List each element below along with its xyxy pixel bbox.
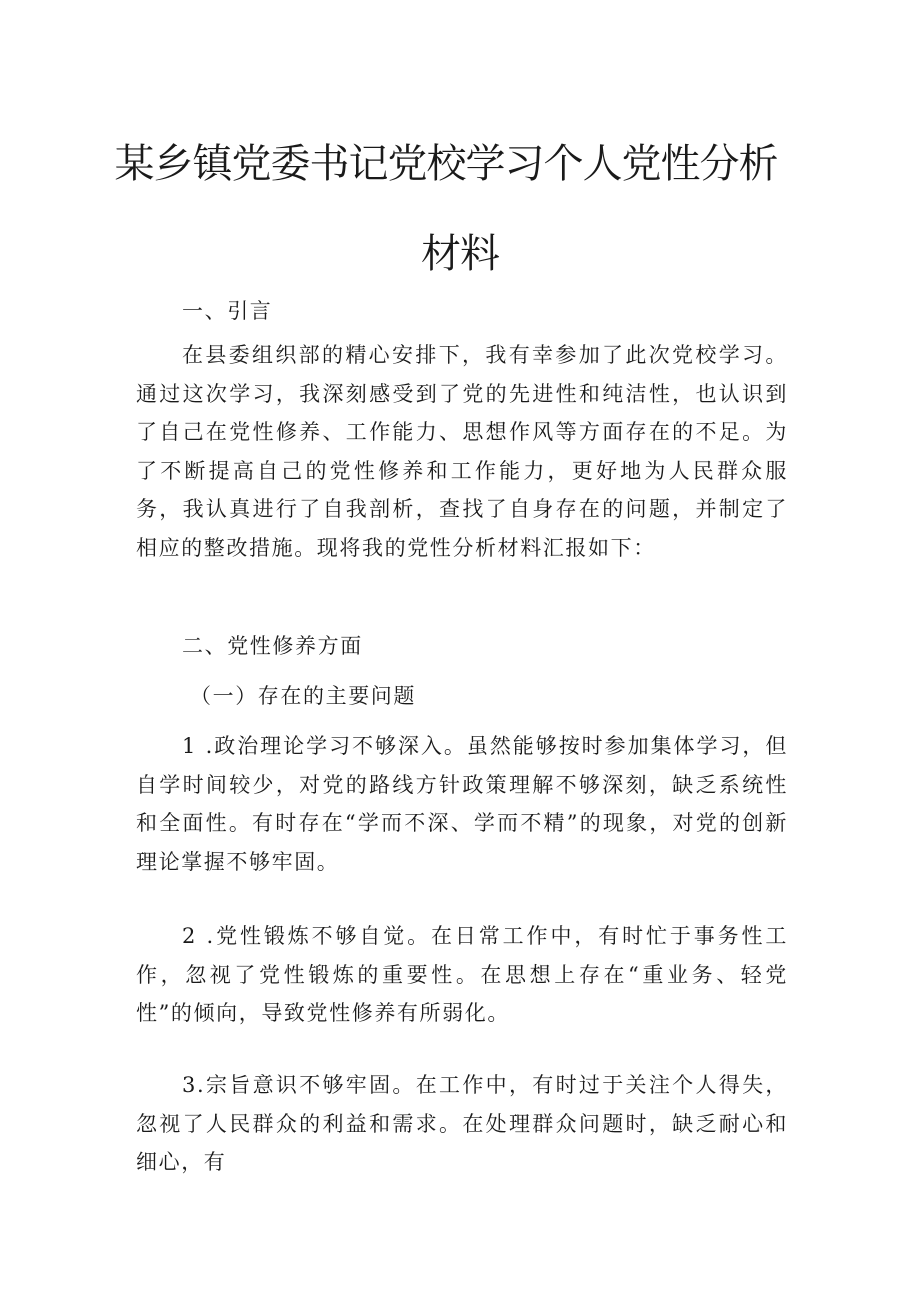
document-title-line2: 材料	[421, 231, 499, 277]
problem-item-1: 1 .政治理论学习不够深入。虽然能够按时参加集体学习，但自学时间较少，对党的路线方针政策理解不够深刻，缺乏系统性和全面性。有时存在“学而不深、学而不精”的现象，对党的创新理论掌握不够牢固。	[136, 734, 788, 874]
problem-item-2: 2 .党性锻炼不够自觉。在日常工作中，有时忙于事务性工作，忽视了党性锻炼的重要性。在思想上存在“重业务、轻党性”的倾向，导致党性修养有所弱化。	[136, 924, 788, 1026]
section2-heading: 二、党性修养方面	[182, 634, 363, 658]
problem-item-3: 3.宗旨意识不够牢固。在工作中，有时过于关注个人得失，忽视了人民群众的利益和需求。在处理群众问题时，缺乏耐心和细心，有	[136, 1073, 788, 1175]
document-title-line1: 某乡镇党委书记党校学习个人党性分析	[114, 141, 778, 187]
section1-heading: 一、引言	[182, 299, 273, 323]
subsection1-heading: （一）存在的主要问题	[190, 684, 416, 708]
section1-paragraph: 在县委组织部的精心安排下，我有幸参加了此次党校学习。通过这次学习，我深刻感受到了党的先进性和纯洁性，也认识到了自己在党性修养、工作能力、思想作风等方面存在的不足。为了不断提高自己的党性修养和工作能力，更好地为人民群众服务，我认真进行了自我剖析，查找了自身存在的问题，并制定了相应的整改措施。现将我的党性分析材料汇报如下：	[136, 343, 788, 560]
